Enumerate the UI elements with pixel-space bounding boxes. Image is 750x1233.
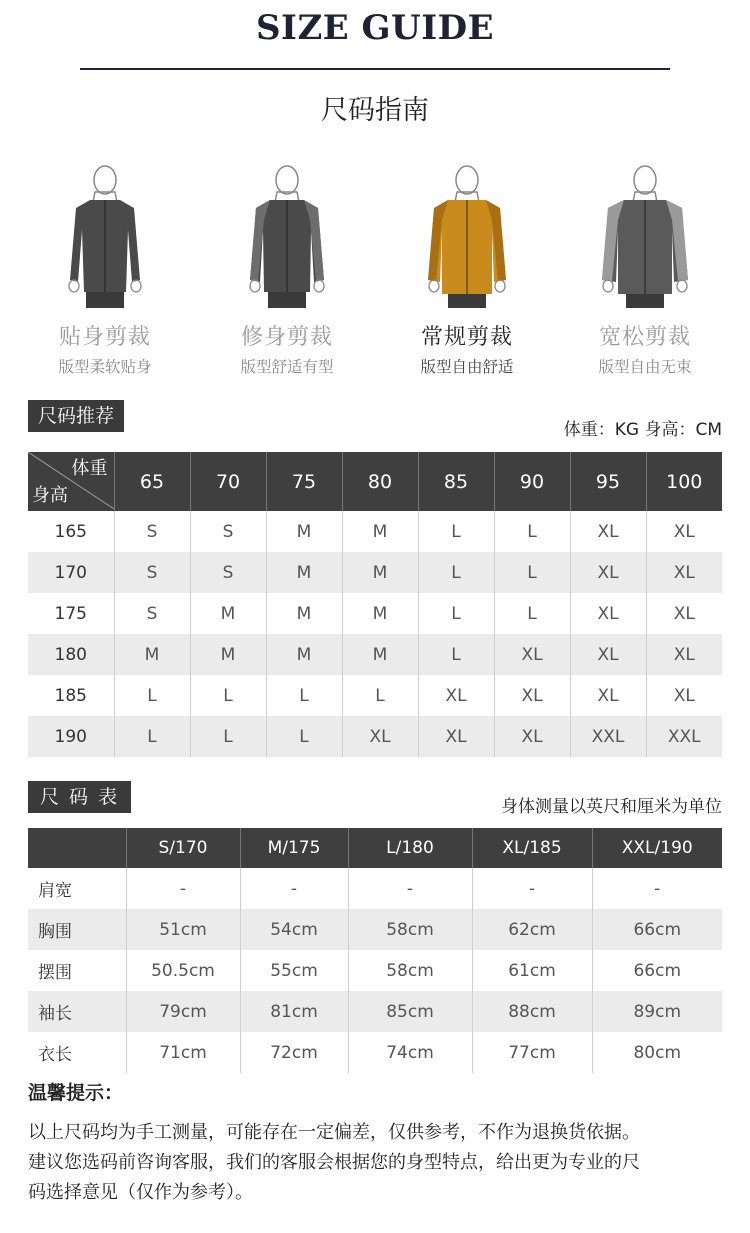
size-cell: M [266, 552, 342, 593]
height-cell: 175 [54, 603, 87, 624]
size-cell: L [494, 511, 570, 552]
measure-value: - [592, 868, 722, 909]
weight-header: 90 [494, 452, 570, 511]
size-cell: M [266, 634, 342, 675]
measure-value: 55cm [240, 950, 348, 991]
fit-option-loose[interactable] [555, 160, 735, 377]
fit-name: 常规剪裁 [420, 325, 513, 350]
size-cell: XXL [646, 716, 722, 757]
size-cell: XL [342, 716, 418, 757]
table-row [28, 868, 722, 909]
measure-label: 袖长 [28, 991, 126, 1032]
measure-value: 89cm [592, 991, 722, 1032]
measure-value: 58cm [348, 950, 472, 991]
measure-value: 66cm [592, 909, 722, 950]
size-cell: M [342, 634, 418, 675]
size-cell: L [418, 511, 494, 552]
table-row [28, 675, 722, 716]
size-cell: XL [570, 675, 646, 716]
size-cell: S [114, 511, 190, 552]
table-row [28, 634, 722, 675]
weight-header: 100 [646, 452, 722, 511]
size-cell: L [114, 675, 190, 716]
size-header: M/175 [240, 828, 348, 868]
size-cell: S [190, 511, 266, 552]
measure-label: 摆围 [38, 963, 72, 983]
size-cell: M [342, 552, 418, 593]
measure-value: 66cm [592, 950, 722, 991]
size-cell: XL [646, 675, 722, 716]
measure-label: 肩宽 [38, 881, 72, 901]
size-cell: L [114, 716, 190, 757]
measure-value: 61cm [472, 950, 592, 991]
table-header-row [28, 828, 722, 868]
height-cell: 165 [54, 521, 87, 542]
table-row [28, 716, 722, 757]
recommend-unit-note: 体重：KG 身高：CM [563, 420, 722, 440]
measure-value: 81cm [240, 991, 348, 1032]
size-chart-table [28, 828, 722, 1073]
size-cell: M [266, 593, 342, 634]
size-cell: L [342, 675, 418, 716]
corner-height-label: 身高 [32, 485, 68, 506]
size-cell: XXL [570, 716, 646, 757]
size-cell: XL [646, 552, 722, 593]
fit-desc: 版型自由舒适 [420, 358, 514, 376]
height-cell: 185 [54, 685, 87, 706]
size-cell: L [190, 716, 266, 757]
size-cell: M [342, 511, 418, 552]
measure-value: 51cm [126, 909, 240, 950]
size-cell: L [418, 552, 494, 593]
size-cell: L [266, 675, 342, 716]
table-row [28, 552, 722, 593]
empty-header-cell [28, 828, 126, 868]
size-cell: L [494, 552, 570, 593]
loose-jacket-icon [590, 160, 700, 310]
measure-value: 74cm [348, 1032, 472, 1073]
tips-line: 以上尺码均为手工测量，可能存在一定偏差，仅供参考，不作为退换货依据。 [28, 1122, 640, 1143]
size-cell: XL [646, 634, 722, 675]
fit-desc: 版型舒适有型 [240, 358, 334, 376]
fit-name: 宽松剪裁 [598, 325, 691, 350]
table-row [28, 950, 722, 991]
corner-header-cell [28, 452, 114, 511]
size-cell: M [190, 593, 266, 634]
table-row [28, 909, 722, 950]
size-cell: XL [494, 634, 570, 675]
size-cell: XL [570, 593, 646, 634]
size-header: S/170 [126, 828, 240, 868]
table-row [28, 991, 722, 1032]
tips-body [28, 1118, 728, 1208]
measure-value: 71cm [126, 1032, 240, 1073]
page-title-cn: 尺码指南 [321, 95, 429, 126]
measure-value: - [472, 868, 592, 909]
tips-line: 建议您选码前咨询客服，我们的客服会根据您的身型特点，给出更为专业的尺 [28, 1152, 640, 1173]
size-cell: S [114, 552, 190, 593]
size-cell: L [266, 716, 342, 757]
fit-option-fitted[interactable] [15, 160, 195, 377]
measure-value: 62cm [472, 909, 592, 950]
weight-header: 75 [266, 452, 342, 511]
size-cell: XL [418, 675, 494, 716]
recommend-section-tag: 尺码推荐 [28, 400, 124, 432]
fit-desc: 版型柔软贴身 [58, 358, 152, 376]
table-row [28, 1032, 722, 1073]
height-cell: 170 [28, 552, 114, 593]
slim-jacket-icon [232, 160, 342, 310]
size-cell: S [114, 593, 190, 634]
weight-header: 85 [418, 452, 494, 511]
size-cell: L [190, 675, 266, 716]
fit-option-slim[interactable] [197, 160, 377, 377]
table-header-row [28, 452, 722, 511]
size-cell: L [418, 634, 494, 675]
measure-value: 85cm [348, 991, 472, 1032]
measure-value: 50.5cm [126, 950, 240, 991]
weight-header: 70 [190, 452, 266, 511]
weight-header: 65 [114, 452, 190, 511]
page-title-en: SIZE GUIDE [255, 8, 495, 48]
measure-label: 衣长 [38, 1045, 72, 1065]
fit-name: 贴身剪裁 [58, 325, 151, 350]
weight-header: 80 [342, 452, 418, 511]
fit-name: 修身剪裁 [240, 325, 333, 350]
measure-value: 77cm [472, 1032, 592, 1073]
measure-value: - [126, 868, 240, 909]
size-cell: M [190, 634, 266, 675]
height-cell: 180 [28, 634, 114, 675]
fit-option-regular[interactable] [377, 160, 557, 377]
size-cell: M [266, 511, 342, 552]
measure-value: 79cm [126, 991, 240, 1032]
measure-value: 72cm [240, 1032, 348, 1073]
measure-value: 58cm [348, 909, 472, 950]
size-cell: XL [646, 593, 722, 634]
size-cell: XL [494, 675, 570, 716]
size-header: XL/185 [472, 828, 592, 868]
size-header: L/180 [348, 828, 472, 868]
table-row [28, 511, 722, 552]
size-cell: XL [570, 511, 646, 552]
size-chart-section-tag: 尺 码 表 [28, 781, 131, 813]
weight-header: 95 [570, 452, 646, 511]
size-cell: S [190, 552, 266, 593]
table-row [28, 593, 722, 634]
tips-line: 码选择意见（仅作为参考）。 [28, 1182, 253, 1203]
measure-value: 54cm [240, 909, 348, 950]
title-divider [80, 68, 670, 70]
measure-value: - [348, 868, 472, 909]
corner-weight-label: 体重 [71, 458, 108, 479]
size-chart-unit-note: 身体测量以英尺和厘米为单位 [501, 797, 722, 817]
fitted-jacket-icon [50, 160, 160, 310]
tips-title: 温馨提示： [28, 1082, 124, 1104]
size-cell: XL [494, 716, 570, 757]
measure-label: 胸围 [28, 909, 126, 950]
size-cell: XL [418, 716, 494, 757]
size-cell: XL [570, 634, 646, 675]
measure-value: - [240, 868, 348, 909]
size-recommendation-table [28, 452, 722, 757]
fit-desc: 版型自由无束 [598, 358, 692, 376]
measure-value: 80cm [592, 1032, 722, 1073]
height-cell: 190 [28, 716, 114, 757]
size-cell: L [494, 593, 570, 634]
size-cell: M [342, 593, 418, 634]
measure-value: 88cm [472, 991, 592, 1032]
size-header: XXL/190 [592, 828, 722, 868]
size-cell: XL [570, 552, 646, 593]
size-cell: XL [646, 511, 722, 552]
size-cell: M [114, 634, 190, 675]
size-cell: L [418, 593, 494, 634]
regular-jacket-icon [412, 160, 522, 310]
